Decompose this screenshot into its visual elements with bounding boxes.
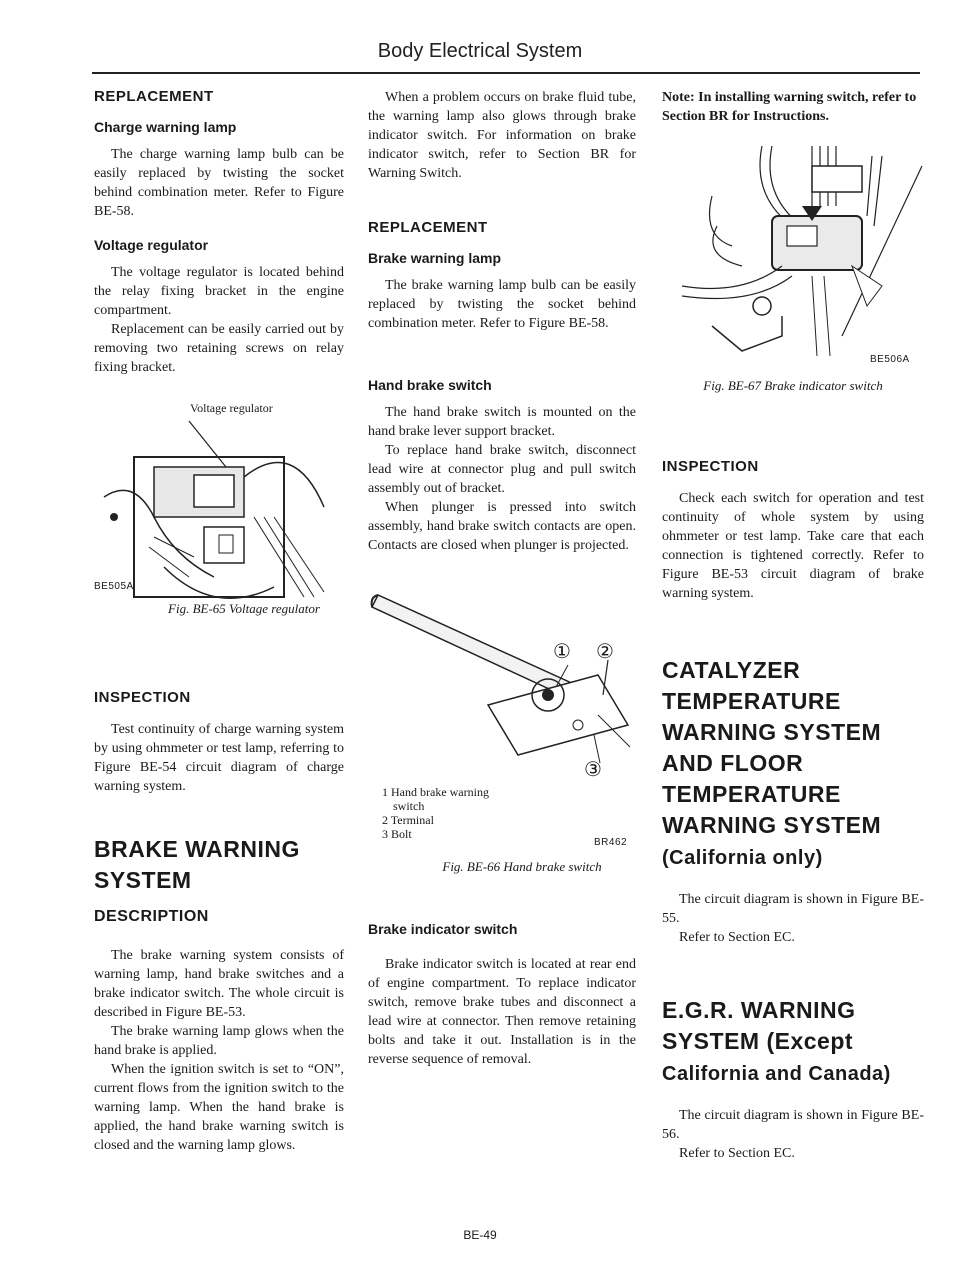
heading-description: DESCRIPTION (94, 908, 209, 925)
legend-item-1: 1 Hand brake warning (382, 785, 489, 799)
column-3 (662, 88, 924, 1163)
legend-item-2: 2 Terminal (382, 813, 434, 827)
paragraph-inspection-3: Check each switch for operation and test continuity of whole system by using ohmmeter or test lamp. Take care that each connection is tightened correctly. Refer to Figure BE-53 circuit diagram of brake warning system. (662, 491, 924, 601)
heading-egr-sub: California and Canada) (662, 1063, 891, 1085)
heading-catalyzer-main: CATALYZER TEMPERATURE WARNING SYSTEM AND FLOOR TEMPERATURE WARNING SYSTEM (662, 657, 882, 838)
heading-egr-warning-system (662, 995, 924, 1090)
paragraph-description-1: The brake warning system consists of warning lamp, hand brake switches and a brake indicator switch. The whole circuit is described in Figure BE-53. (94, 948, 344, 1020)
paragraph-description-3: When the ignition switch is set to “ON”, current flows from the ignition switch to the warning lamp. When the hand brake is applied, the hand brake warning switch is closed and the warning lamp glows. (94, 1062, 344, 1153)
legend-item-3: 3 Bolt (382, 827, 412, 841)
figure-code-be505a: BE505A (94, 581, 134, 592)
header-rule (92, 72, 920, 74)
paragraph-inspection: Test continuity of charge warning system by using ohmmeter or test lamp, referring to Figure BE-54 circuit diagram of charge warning system. (94, 722, 344, 794)
paragraph-catalyzer-1: The circuit diagram is shown in Figure BE-55. (662, 892, 924, 926)
figure-code-br462: BR462 (594, 837, 628, 848)
figure-label-voltage-regulator: Voltage regulator (190, 401, 273, 415)
hand-brake-illustration (368, 575, 636, 765)
paragraph-charge-lamp: The charge warning lamp bulb can be easily replaced by twisting the socket behind combination meter. Refer to Figure BE-58. (94, 147, 344, 219)
figure-caption-be66: Fig. BE-66 Hand brake switch (442, 859, 602, 874)
column-1 (94, 88, 344, 1155)
figure-voltage-regulator (94, 401, 344, 661)
note-text: Note: In installing warning switch, refer to Section BR for Instructions. (662, 90, 917, 124)
heading-egr-main: E.G.R. WARNING SYSTEM (Except (662, 997, 856, 1054)
callout-3: ③ (584, 759, 602, 781)
heading-brake-warning-lamp: Brake warning lamp (368, 250, 502, 266)
heading-inspection: INSPECTION (94, 689, 191, 706)
heading-voltage-regulator: Voltage regulator (94, 237, 209, 253)
brake-indicator-illustration (662, 136, 924, 376)
paragraph-brake-indicator: Brake indicator switch is located at rear end of engine compartment. To replace indicator switch, remove brake tubes and disconnect a lead wire at connector. Then remove retaining bolts and take it out. Installation is in the reverse sequence of removal. (368, 957, 636, 1067)
callout-2: ② (596, 641, 614, 663)
paragraph-hand-brake-1: The hand brake switch is mounted on the hand brake lever support bracket. (368, 405, 636, 439)
paragraph-egr-1: The circuit diagram is shown in Figure BE-56. (662, 1108, 924, 1142)
figure-brake-indicator-switch (662, 136, 924, 416)
paragraph-intro: When a problem occurs on brake fluid tube, the warning lamp also glows through brake indicator switch. For information on brake indicator switch, refer to Section BR for Warning Switch. (368, 90, 636, 181)
column-2 (368, 88, 636, 1069)
heading-brake-warning-system: BRAKE WARNING SYSTEM (94, 836, 300, 893)
page-header: Body Electrical System (377, 40, 583, 62)
paragraph-hand-brake-3: When plunger is pressed into switch assembly, hand brake switch contacts are open. Contacts are closed when plunger is projected. (368, 500, 636, 553)
paragraph-description-2: The brake warning lamp glows when the hand brake is applied. (94, 1024, 344, 1058)
heading-replacement-2: REPLACEMENT (368, 219, 488, 236)
heading-catalyzer-temperature-warning (662, 655, 924, 874)
paragraph-brake-lamp: The brake warning lamp bulb can be easily replaced by twisting the socket behind combination meter. Refer to Figure BE-58. (368, 278, 636, 331)
heading-catalyzer-sub: (California only) (662, 847, 823, 869)
figure-caption-be67: Fig. BE-67 Brake indicator switch (703, 378, 883, 393)
paragraph-voltage-regulator-2: Replacement can be easily carried out by removing two retaining screws on relay fixing bracket. (94, 322, 344, 375)
page-number: BE-49 (463, 1228, 497, 1242)
figure-caption-be65: Fig. BE-65 Voltage regulator (168, 601, 320, 616)
heading-hand-brake-switch: Hand brake switch (368, 377, 492, 393)
heading-charge-warning-lamp: Charge warning lamp (94, 119, 237, 135)
paragraph-catalyzer-2: Refer to Section EC. (679, 930, 795, 945)
figure-hand-brake-switch (368, 575, 636, 874)
paragraph-hand-brake-2: To replace hand brake switch, disconnect lead wire at connector plug and pull switch assembly out of bracket. (368, 443, 636, 496)
legend-item-1b: switch (393, 799, 425, 813)
heading-inspection-3: INSPECTION (662, 458, 759, 475)
heading-replacement: REPLACEMENT (94, 88, 214, 105)
paragraph-egr-2: Refer to Section EC. (679, 1146, 795, 1161)
figure-legend (382, 785, 489, 841)
heading-brake-indicator-switch: Brake indicator switch (368, 921, 518, 937)
paragraph-voltage-regulator-1: The voltage regulator is located behind the relay fixing bracket in the engine compartment. (94, 265, 344, 318)
callout-1: ① (553, 641, 571, 663)
note-installing (662, 88, 924, 126)
figure-code-be506a: BE506A (870, 354, 910, 365)
